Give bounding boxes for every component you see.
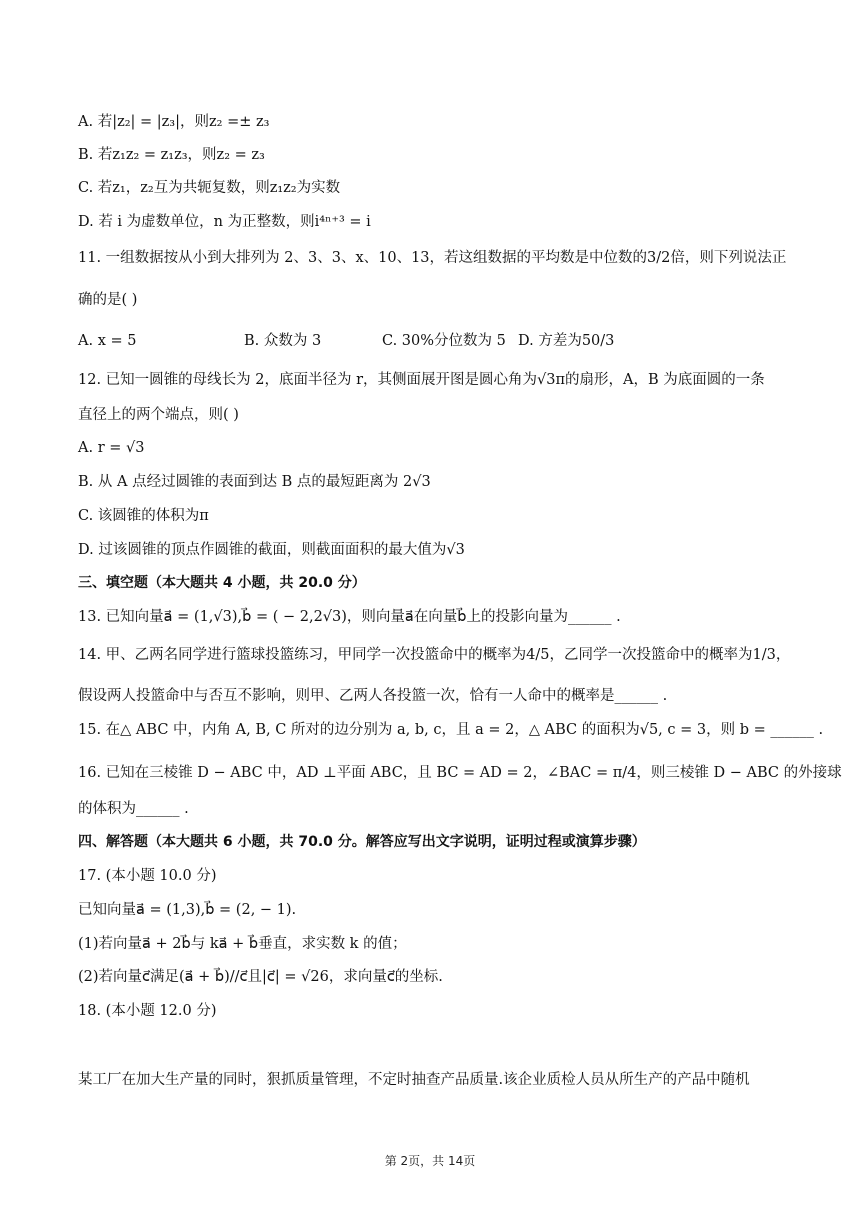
- q17-part2: (2)若向量c⃗满足(a⃗ + b⃗)//c⃗且|c⃗| = √26，求向量c⃗的坐标.: [78, 969, 443, 985]
- q11-option-c: C. 30%分位数为 5: [382, 333, 506, 349]
- q11-stem-line1: 11. 一组数据按从小到大排列为 2、3、3、x、10、13，若这组数据的平均数是中位数的3/2倍，则下列说法正: [78, 250, 787, 266]
- section-fill-in-title: 三、填空题（本大题共 4 小题，共 20.0 分）: [78, 575, 366, 591]
- q16-line2: 的体积为______ .: [78, 801, 189, 817]
- q14-line2: 假设两人投篮命中与否互不影响，则甲、乙两人各投篮一次，恰有一人命中的概率是______ .: [78, 688, 668, 704]
- q16-line1: 16. 已知在三棱锥 D − ABC 中，AD ⊥平面 ABC，且 BC = AD = 2，∠BAC = π/4，则三棱锥 D − ABC 的外接球: [78, 765, 842, 781]
- q12-stem-line1: 12. 已知一圆锥的母线长为 2，底面半径为 r，其侧面展开图是圆心角为√3π的扇形，A，B 为底面圆的一条: [78, 372, 765, 388]
- section-solution-title: 四、解答题（本大题共 6 小题，共 70.0 分。解答应写出文字说明，证明过程或演算步骤）: [78, 834, 646, 850]
- q10-option-b: B. 若z₁z₂ = z₁z₃，则z₂ = z₃: [78, 147, 265, 163]
- q11-option-a: A. x = 5: [78, 333, 137, 349]
- q17-stem: 已知向量a⃗ = (1,3),b⃗ = (2, − 1).: [78, 902, 297, 918]
- q18-header: 18. (本小题 12.0 分): [78, 1003, 217, 1019]
- q13-text: 13. 已知向量a⃗ = (1,√3),b⃗ = ( − 2,2√3)，则向量a⃗在向量b⃗上的投影向量为______ .: [78, 609, 621, 625]
- q15-text: 15. 在△ ABC 中，内角 A, B, C 所对的边分别为 a, b, c，且 a = 2，△ ABC 的面积为√5, c = 3，则 b = ______ .: [78, 722, 824, 738]
- q10-option-c: C. 若z₁，z₂互为共轭复数，则z₁z₂为实数: [78, 180, 341, 196]
- q18-text: 某工厂在加大生产量的同时，狠抓质量管理，不定时抽查产品质量.该企业质检人员从所生产的产品中随机: [78, 1072, 750, 1088]
- q12-option-c: C. 该圆锥的体积为π: [78, 508, 209, 524]
- q12-stem-line2: 直径上的两个端点，则( ): [78, 407, 239, 423]
- q12-option-a: A. r = √3: [78, 440, 145, 456]
- q11-stem-line2: 确的是( ): [78, 292, 138, 308]
- q11-option-b: B. 众数为 3: [244, 333, 322, 349]
- q12-option-d: D. 过该圆锥的顶点作圆锥的截面，则截面面积的最大值为√3: [78, 542, 465, 558]
- q17-part1: (1)若向量a⃗ + 2b⃗与 ka⃗ + b⃗垂直，求实数 k 的值；: [78, 936, 407, 952]
- page-footer: 第 2页，共 14页: [384, 1154, 476, 1168]
- q14-line1: 14. 甲、乙两名同学进行篮球投篮练习，甲同学一次投篮命中的概率为4/5，乙同学一次投篮命中的概率为1/3，: [78, 647, 791, 663]
- q12-option-b: B. 从 A 点经过圆锥的表面到达 B 点的最短距离为 2√3: [78, 474, 431, 490]
- q11-option-d: D. 方差为50/3: [518, 333, 615, 349]
- q17-header: 17. (本小题 10.0 分): [78, 868, 217, 884]
- q10-option-d: D. 若 i 为虚数单位，n 为正整数，则i⁴ⁿ⁺³ = i: [78, 214, 371, 230]
- q10-option-a: A. 若|z₂| = |z₃|，则z₂ =± z₃: [78, 114, 270, 130]
